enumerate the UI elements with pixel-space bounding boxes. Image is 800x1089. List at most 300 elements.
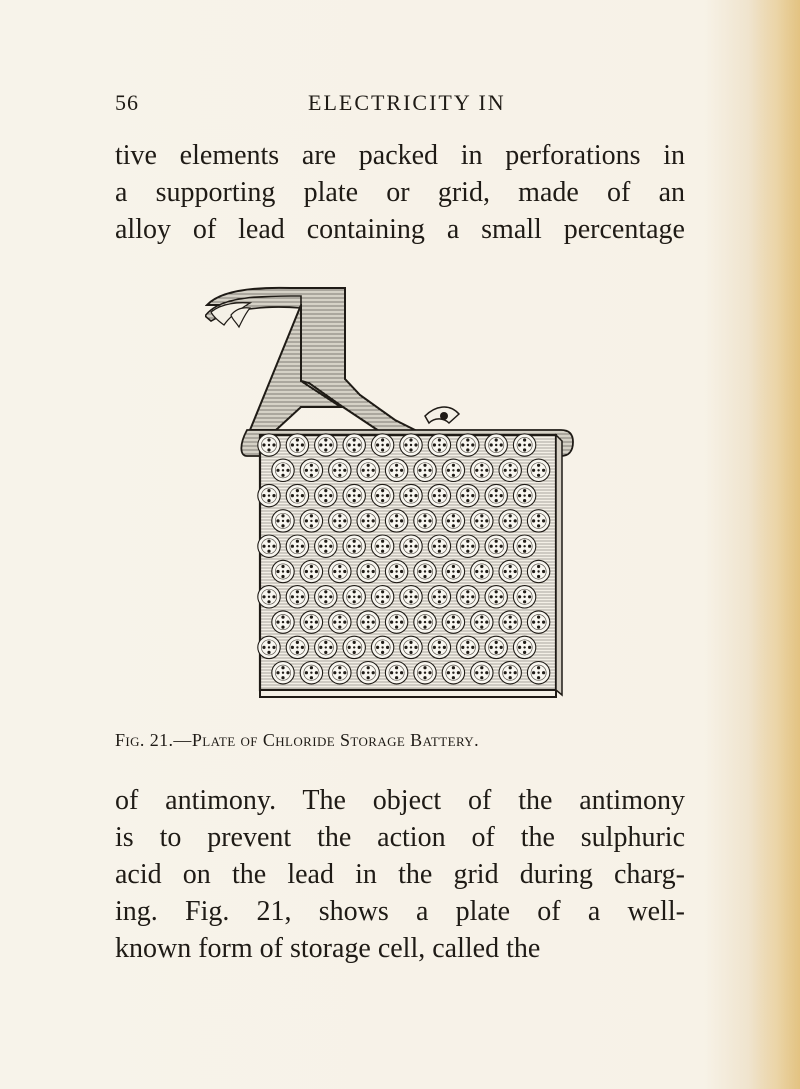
perforation-dot [281, 474, 284, 477]
perforation-dot [428, 671, 431, 674]
perforation-dot [471, 443, 474, 446]
perforation-dot [433, 595, 436, 598]
perforation-dot [466, 600, 469, 603]
perforation-dot [523, 596, 525, 598]
perforation-dot [381, 641, 384, 644]
perforation-dot [325, 545, 327, 547]
perforation-dot [409, 641, 412, 644]
perforation-dot [466, 489, 469, 492]
perforation-dot [367, 575, 370, 578]
perforation-dot [480, 565, 483, 568]
perforation-dot [409, 550, 412, 553]
perforation-dot [495, 499, 498, 502]
perforation-dot [495, 651, 498, 654]
perforation-dot [376, 595, 379, 598]
perforation-dot [367, 672, 369, 674]
perforation-dot [353, 596, 355, 598]
perforation-dot [268, 646, 270, 648]
perforation-dot [376, 443, 379, 446]
perforation-dot [282, 672, 284, 674]
perforation-dot [343, 469, 346, 472]
perforation-dot [457, 671, 460, 674]
perforation-dot [452, 666, 455, 669]
perforation-dot [301, 595, 304, 598]
perforation-dot [438, 651, 441, 654]
perforation-dot [400, 671, 403, 674]
perforation-dot [395, 621, 397, 623]
perforation-dot [423, 464, 426, 467]
perforation-dot [481, 621, 483, 623]
perforation-dot [296, 540, 299, 543]
perforation-dot [447, 570, 450, 573]
perforation-dot [381, 438, 384, 441]
perforation-dot [324, 438, 327, 441]
perforation-dot [353, 646, 355, 648]
perforation-dot [471, 646, 474, 649]
perforation-dot [410, 494, 412, 496]
perforation-dot [291, 443, 294, 446]
perforation-dot [438, 550, 441, 553]
perforation-dot [282, 621, 284, 623]
perforation-dot [281, 575, 284, 578]
bottom-paragraph [115, 782, 685, 967]
perforation-dot [319, 443, 322, 446]
perforation-dot [301, 646, 304, 649]
perforation-dot [367, 469, 369, 471]
perforation-dot [443, 545, 446, 548]
perforation-dot [395, 514, 398, 517]
perforation-dot [381, 545, 383, 547]
perforation-dot [310, 464, 313, 467]
perforation-dot [532, 519, 535, 522]
perforation-dot [325, 494, 327, 496]
perforation-dot [286, 570, 289, 573]
perforation-dot [305, 519, 308, 522]
perforation-dot [343, 621, 346, 624]
perforation-dot [395, 616, 398, 619]
perforation-dot [495, 444, 497, 446]
perforation-dot [537, 524, 540, 527]
perforation-dot [362, 570, 365, 573]
perforation-dot [348, 646, 351, 649]
perforation-dot [409, 448, 412, 451]
perforation-dot [338, 524, 341, 527]
perforation-dot [338, 464, 341, 467]
perforation-dot [353, 489, 356, 492]
perforation-dot [504, 671, 507, 674]
perforation-dot [461, 595, 464, 598]
perforation-dot [325, 444, 327, 446]
perforation-dot [372, 621, 375, 624]
perforation-dot [514, 671, 517, 674]
perforation-dot [305, 570, 308, 573]
perforation-dot [310, 570, 312, 572]
perforation-dot [523, 651, 526, 654]
perforation-dot [428, 621, 431, 624]
perforation-dot [428, 469, 431, 472]
perforation-dot [537, 616, 540, 619]
perforation-dot [467, 646, 469, 648]
perforation-dot [276, 519, 279, 522]
perforation-dot [537, 676, 540, 679]
perforation-dot [480, 474, 483, 477]
perforation-dot [381, 600, 384, 603]
perforation-dot [286, 621, 289, 624]
perforation-dot [353, 651, 356, 654]
perforation-dot [282, 469, 284, 471]
perforation-dot [409, 600, 412, 603]
perforation-dot [509, 520, 511, 522]
perforation-dot [353, 600, 356, 603]
perforation-dot [310, 672, 312, 674]
perforation-dot [367, 565, 370, 568]
perforation-dot [381, 444, 383, 446]
perforation-dot [409, 499, 412, 502]
perforation-dot [400, 519, 403, 522]
perforation-dot [381, 499, 384, 502]
perforation-dot [268, 494, 270, 496]
perforation-dot [452, 570, 454, 572]
perforation-dot [296, 550, 299, 553]
text-line: known form of storage cell, called the [115, 933, 541, 964]
perforation-dot [367, 524, 370, 527]
perforation-dot [310, 524, 313, 527]
perforation-dot [532, 621, 535, 624]
perforation-dot [509, 616, 512, 619]
perforation-dot [358, 595, 361, 598]
perforation-dot [452, 464, 455, 467]
perforation-dot [409, 590, 412, 593]
perforation-dot [423, 575, 426, 578]
perforation-dot [423, 474, 426, 477]
perforation-dot [523, 438, 526, 441]
perforation-dot [480, 575, 483, 578]
perforation-dot [480, 616, 483, 619]
perforation-dot [509, 575, 512, 578]
perforation-dot [537, 666, 540, 669]
perforation-dot [381, 596, 383, 598]
perforation-dot [542, 570, 545, 573]
perforation-dot [339, 520, 341, 522]
perforation-dot [528, 545, 531, 548]
perforation-dot [423, 676, 426, 679]
perforation-dot [282, 570, 284, 572]
perforation-dot [537, 626, 540, 629]
perforation-dot [329, 494, 332, 497]
perforation-dot [333, 671, 336, 674]
perforation-dot [500, 595, 503, 598]
perforation-dot [276, 671, 279, 674]
perforation-dot [353, 448, 356, 451]
text-line: acid on the lead in the grid during charg- [115, 859, 685, 890]
perforation-dot [500, 494, 503, 497]
perforation-dot [310, 621, 312, 623]
perforation-dot [424, 570, 426, 572]
perforation-dot [467, 494, 469, 496]
perforation-dot [438, 494, 440, 496]
perforation-dot [386, 494, 389, 497]
plate-top-lug [205, 288, 459, 435]
perforation-dot [438, 646, 440, 648]
perforation-dot [267, 651, 270, 654]
perforation-dot [457, 570, 460, 573]
perforation-dot [372, 570, 375, 573]
perforation-dot [475, 570, 478, 573]
perforation-dot [381, 646, 383, 648]
perforation-dot [495, 646, 497, 648]
perforation-dot [485, 621, 488, 624]
perforation-dot [495, 600, 498, 603]
perforation-dot [386, 443, 389, 446]
perforation-dot [500, 545, 503, 548]
perforation-dot [481, 672, 483, 674]
perforation-dot [267, 438, 270, 441]
perforation-dot [381, 550, 384, 553]
perforation-dot [495, 590, 498, 593]
perforation-dot [390, 621, 393, 624]
perforation-dot [358, 494, 361, 497]
perforation-dot [409, 540, 412, 543]
perforation-dot [333, 621, 336, 624]
perforation-dot [495, 596, 497, 598]
perforation-dot [338, 616, 341, 619]
perforation-dot [262, 595, 265, 598]
perforation-dot [438, 590, 441, 593]
perforation-dot [358, 443, 361, 446]
perforation-dot [353, 499, 356, 502]
perforation-dot [433, 494, 436, 497]
perforation-dot [509, 565, 512, 568]
perforation-dot [410, 545, 412, 547]
perforation-dot [262, 545, 265, 548]
perforation-dot [282, 520, 284, 522]
perforation-dot [272, 595, 275, 598]
perforation-dot [324, 641, 327, 644]
perforation-dot [438, 499, 441, 502]
perforation-dot [324, 489, 327, 492]
perforation-dot [272, 443, 275, 446]
perforation-dot [395, 626, 398, 629]
perforation-dot [428, 570, 431, 573]
perforation-dot [495, 448, 498, 451]
perforation-dot [542, 469, 545, 472]
perforation-dot [372, 671, 375, 674]
perforation-dot [324, 590, 327, 593]
perforation-dot [500, 646, 503, 649]
perforation-dot [528, 595, 531, 598]
perforation-dot [423, 524, 426, 527]
perforation-dot [537, 520, 539, 522]
perforation-dot [343, 671, 346, 674]
text-line: ing. Fig. 21, shows a plate of a well- [115, 896, 685, 927]
perforation-dot [523, 499, 526, 502]
perforation-dot [367, 570, 369, 572]
perforation-dot [495, 438, 498, 441]
perforation-dot [305, 469, 308, 472]
perforation-dot [509, 626, 512, 629]
perforation-dot [409, 489, 412, 492]
perforation-dot [523, 550, 526, 553]
perforation-dot [523, 540, 526, 543]
perforation-dot [537, 464, 540, 467]
perforation-dot [343, 519, 346, 522]
perforation-dot [532, 570, 535, 573]
perforation-dot [475, 671, 478, 674]
perforation-dot [414, 545, 417, 548]
running-head: ELECTRICITY IN [308, 90, 506, 115]
perforation-dot [267, 550, 270, 553]
perforation-dot [301, 545, 304, 548]
perforation-dot [338, 575, 341, 578]
perforation-dot [514, 469, 517, 472]
perforation-dot [338, 514, 341, 517]
perforation-dot [523, 489, 526, 492]
perforation-dot [386, 646, 389, 649]
perforation-dot [504, 621, 507, 624]
perforation-dot [395, 666, 398, 669]
perforation-dot [452, 469, 454, 471]
perforation-dot [267, 499, 270, 502]
perforation-dot [296, 499, 299, 502]
perforation-dot [410, 646, 412, 648]
perforation-dot [319, 595, 322, 598]
perforation-dot [528, 494, 531, 497]
perforation-dot [376, 494, 379, 497]
perforation-dot [452, 672, 454, 674]
perforation-dot [542, 621, 545, 624]
perforation-dot [466, 641, 469, 644]
perforation-dot [262, 494, 265, 497]
perforation-dot [296, 646, 298, 648]
perforation-dot [466, 540, 469, 543]
perforation-dot [395, 676, 398, 679]
perforation-dot [537, 570, 539, 572]
perforation-dot [514, 519, 517, 522]
perforation-dot [268, 596, 270, 598]
perforation-dot [495, 641, 498, 644]
perforation-dot [305, 671, 308, 674]
perforation-dot [348, 595, 351, 598]
perforation-dot [418, 519, 421, 522]
perforation-dot [286, 469, 289, 472]
perforation-dot [329, 595, 332, 598]
perforation-dot [296, 489, 299, 492]
perforation-dot [400, 469, 403, 472]
perforation-dot [272, 494, 275, 497]
perforation-dot [324, 600, 327, 603]
perforation-dot [523, 641, 526, 644]
perforation-dot [338, 565, 341, 568]
perforation-dot [509, 672, 511, 674]
perforation-dot [333, 469, 336, 472]
perforation-dot [319, 646, 322, 649]
perforation-dot [310, 666, 313, 669]
perforation-dot [367, 474, 370, 477]
perforation-dot [518, 646, 521, 649]
perforation-dot [395, 575, 398, 578]
perforation-dot [276, 621, 279, 624]
perforation-dot [291, 646, 294, 649]
perforation-dot [276, 570, 279, 573]
perforation-dot [480, 666, 483, 669]
perforation-dot [495, 545, 497, 547]
perforation-dot [281, 666, 284, 669]
perforation-dot [324, 550, 327, 553]
perforation-dot [310, 676, 313, 679]
perforation-dot [480, 464, 483, 467]
perforation-dot [296, 438, 299, 441]
perforation-dot [272, 545, 275, 548]
perforation-dot [523, 590, 526, 593]
perforation-dot [447, 671, 450, 674]
perforation-dot [372, 519, 375, 522]
perforation-dot [452, 626, 455, 629]
perforation-dot [485, 469, 488, 472]
perforation-dot [296, 600, 299, 603]
perforation-dot [315, 671, 318, 674]
perforation-dot [423, 626, 426, 629]
perforation-dot [404, 545, 407, 548]
perforation-dot [452, 474, 455, 477]
perforation-dot [310, 469, 312, 471]
perforation-dot [443, 494, 446, 497]
perforation-dot [395, 464, 398, 467]
perforation-dot [542, 519, 545, 522]
perforation-dot [457, 469, 460, 472]
perforation-dot [467, 444, 469, 446]
perforation-dot [395, 469, 397, 471]
top-paragraph [115, 137, 685, 248]
perforation-dot [518, 494, 521, 497]
perforation-dot [353, 550, 356, 553]
perforation-dot [518, 545, 521, 548]
perforation-dot [452, 514, 455, 517]
perforation-dot [438, 489, 441, 492]
perforation-dot [542, 671, 545, 674]
perforation-dot [296, 641, 299, 644]
perforation-dot [537, 514, 540, 517]
perforation-dot [537, 474, 540, 477]
perforation-dot [400, 570, 403, 573]
perforation-dot [438, 540, 441, 543]
perforation-dot [324, 651, 327, 654]
perforation-dot [339, 621, 341, 623]
perforation-dot [518, 443, 521, 446]
perforation-dot [461, 494, 464, 497]
perforation-dot [315, 621, 318, 624]
perforation-dot [390, 671, 393, 674]
perforation-dot [281, 616, 284, 619]
perforation-dot [433, 443, 436, 446]
perforation-dot [443, 595, 446, 598]
perforation-dot [504, 570, 507, 573]
perforation-dot [452, 520, 454, 522]
perforation-dot [424, 469, 426, 471]
perforation-dot [504, 469, 507, 472]
perforation-dot [410, 444, 412, 446]
perforation-dot [485, 519, 488, 522]
perforation-dot [395, 524, 398, 527]
perforation-dot [475, 469, 478, 472]
perforation-dot [325, 646, 327, 648]
perforation-dot [414, 595, 417, 598]
perforation-dot [490, 545, 493, 548]
perforation-dot [495, 540, 498, 543]
perforation-dot [480, 676, 483, 679]
perforation-dot [281, 524, 284, 527]
perforation-dot [395, 570, 397, 572]
perforation-dot [339, 672, 341, 674]
